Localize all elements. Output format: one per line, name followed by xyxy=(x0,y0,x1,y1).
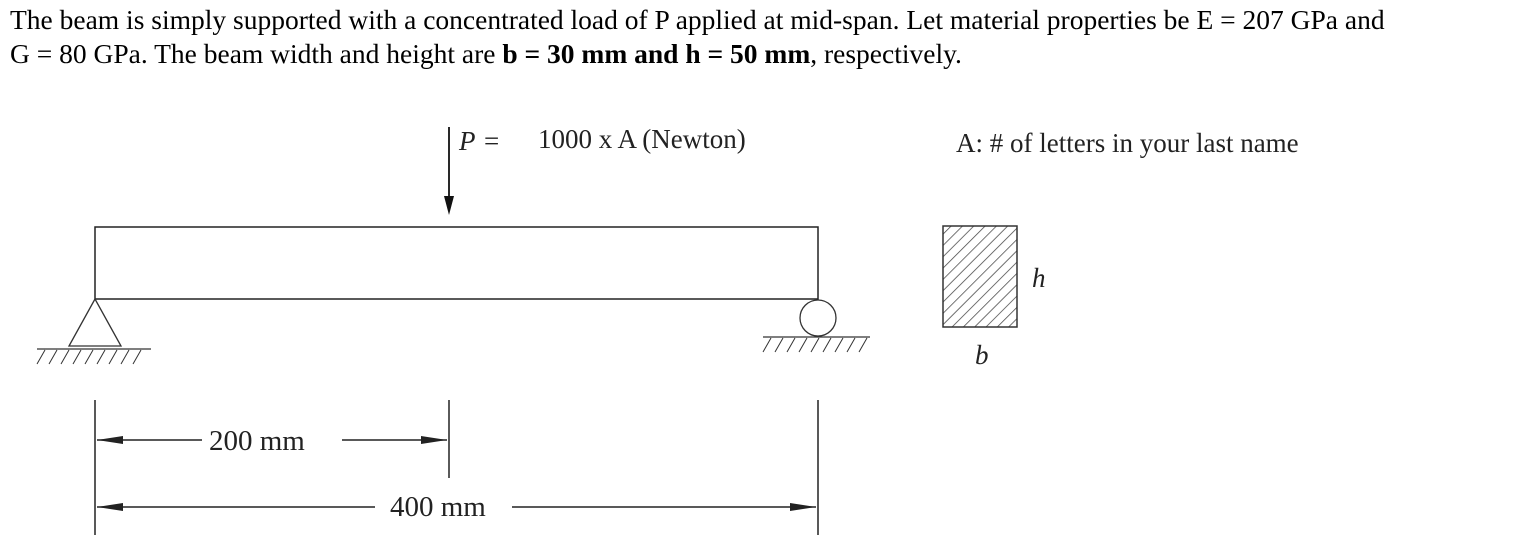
roller-support xyxy=(763,300,870,352)
load-symbol: P xyxy=(459,126,476,156)
problem-line-2c: , respectively. xyxy=(810,38,962,69)
section-width-label: b xyxy=(975,340,989,370)
problem-line-1: The beam is simply supported with a concentrated load of P applied at mid-span. Let material properties be E = 207 GPa and xyxy=(10,4,1385,35)
load-arrow xyxy=(444,127,454,215)
pin-support xyxy=(37,299,151,364)
load-equals: = xyxy=(484,126,500,156)
beam xyxy=(95,227,818,299)
dimension-half-label: 200 mm xyxy=(209,425,305,457)
section-note: A: # of letters in your last name xyxy=(956,128,1299,158)
problem-line-2a: G = 80 GPa. The beam width and height are xyxy=(10,38,503,69)
dimension-full-label: 400 mm xyxy=(390,491,486,523)
load-value: 1000 x A (Newton) xyxy=(538,124,746,154)
problem-dimensions: b = 30 mm and h = 50 mm xyxy=(502,38,811,69)
beam-cross-section xyxy=(943,226,1017,327)
section-height-label: h xyxy=(1032,263,1046,293)
